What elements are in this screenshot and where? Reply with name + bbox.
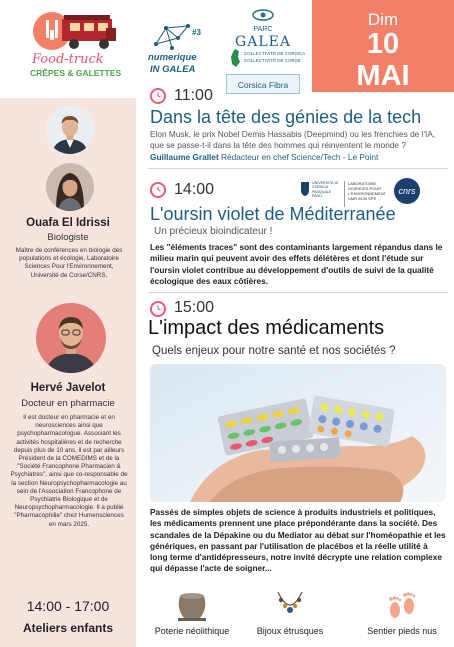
speaker-role: Docteur en pharmacie — [21, 398, 115, 409]
date-month: MAI — [356, 60, 410, 92]
avatar-herve — [36, 303, 106, 373]
talk-time: 11:00 — [174, 87, 213, 104]
cdc-line1: COLLECTIVITÉ DE CORSICA — [244, 51, 306, 56]
foodtruck-title: Food-truck — [32, 52, 104, 67]
date-box — [312, 0, 454, 92]
lab-line1: LABORATOIRE — [348, 181, 377, 186]
corsica-fibra-logo — [226, 74, 300, 94]
lab-line3: L'ENVIRONNEMENT — [348, 191, 387, 196]
person-photo-icon — [46, 106, 94, 154]
eye-logo-icon — [251, 9, 275, 21]
talk-time: 14:00 — [174, 181, 215, 198]
necklace-icon — [270, 588, 310, 622]
galea-label: GALEA — [235, 34, 291, 50]
talk-description: Elon Musk, le prix Nobel Demis Hassabis (Deepmind) ou les frenchies de l'IA, que se passe-t-il dans la tête des hommes qui réinventent le monde ? — [150, 129, 436, 151]
parc-label: PARC — [253, 26, 273, 33]
talk-title: L'oursin violet de Méditerranée — [150, 204, 396, 224]
speaker-role: Biologiste — [47, 232, 89, 243]
lab-line2: SCIENCES POUR — [348, 186, 382, 191]
cnrs-logo — [394, 178, 420, 204]
university-corsica-logo — [300, 179, 340, 203]
cnrs-label: cnrs — [398, 186, 416, 196]
network-icon — [152, 24, 192, 50]
numerique-line2: IN GALEA — [150, 64, 196, 75]
lab-line4: UMR 6134 SPE — [348, 196, 377, 201]
divider — [148, 292, 448, 293]
talk-time: 15:00 — [174, 299, 215, 316]
clock-icon — [150, 88, 166, 104]
numerique-line1: numerique — [148, 52, 197, 63]
speaker-bio: Il est docteur en pharmacie et en neurosciences ainsi que psychopharmacologue. Associant les activités hospitalières et de recherche depuis plus de 10 ans, il est par ailleurs Président de la COMEDIMS et de la "Société Francophone Pharmacien & Psychiatres", ainsi que co-responsable de la section Neuropsychopharmacologie au sein de l'Association Francophone de Psychiatrie Biologique et de Neuropsychopharmacologie. Il a publié "Pharmacophilie" chez Humensciences en mars 2025. — [10, 414, 128, 528]
corsica-fibra-label: Corsica Fibra — [237, 80, 289, 90]
university-label: UNIVERSITÀ DI CORSICA PASQUALE PAOLI — [312, 181, 339, 199]
numerique-number: #3 — [192, 28, 201, 37]
activity-label: Poterie néolithique — [154, 626, 230, 636]
activity-jewelry — [244, 588, 336, 638]
activity-label: Sentier pieds nus — [367, 626, 437, 636]
cdc-line2: COLLECTIVITÉ DE CORSE — [244, 58, 301, 63]
talk-subtitle: Quels enjeux pour notre santé et nos sociétés ? — [152, 345, 396, 357]
talk-title: Dans la tête des génies de la tech — [150, 107, 422, 127]
avatar-ouafa — [46, 163, 94, 211]
food-truck-logo — [26, 6, 122, 80]
activity-pottery — [146, 588, 238, 638]
talk-description: Les "éléments traces" sont des contaminants largement répandus dans le milieu marin qui peuvent avoir des effets délétères et dont l'étude sur l'oursin violet contribue au développement d'outils de suivi de la qualité écologique des eaux côtières. — [150, 242, 443, 286]
pottery-icon — [172, 588, 212, 622]
food-truck-icon — [26, 6, 122, 56]
activity-label: Bijoux étrusques — [256, 626, 324, 636]
talk-speaker-name: Guillaume Grallet — [150, 152, 219, 162]
collectivite-corse-logo — [224, 48, 308, 70]
date-number: 10 — [366, 28, 400, 60]
workshops-time: 14:00 - 17:00 — [26, 598, 110, 614]
speaker-name: Ouafa El Idrissi — [26, 217, 110, 229]
talk-subtitle: Un précieux bioindicateur ! — [154, 226, 273, 237]
header — [0, 0, 454, 96]
divider — [148, 168, 448, 169]
person-photo-icon — [36, 303, 106, 373]
clock-icon — [150, 301, 166, 317]
activity-barefoot — [354, 588, 450, 638]
speaker-name: Hervé Javelot — [30, 382, 106, 394]
corsica-map-icon — [228, 48, 242, 68]
talk-title: L'impact des médicaments — [148, 317, 385, 339]
shield-logo-icon — [300, 181, 310, 197]
talk-speaker — [150, 152, 450, 163]
foodtruck-subtitle: CRÊPES & GALETTES — [30, 68, 122, 78]
workshops-title: Ateliers enfants — [22, 621, 114, 635]
person-photo-icon — [46, 163, 94, 211]
numerique-in-galea-logo — [148, 22, 210, 80]
talk-description: Passés de simples objets de science à produits industriels et politiques, les médicaments prennent une place prépondérante dans la société. Des scandales de la Dépakine ou du Mediator au débat sur l'homéopathie et les génériques, en passant par l'utilisation de placébos et la réelle utilité à long terme d'antidépresseurs, notre invité décrypte une relation complexe qui dépasse l'acte de soigner... — [150, 507, 446, 574]
avatar-guillaume — [46, 106, 94, 154]
clock-icon — [150, 182, 166, 198]
pills-in-hands-icon — [150, 364, 446, 502]
parc-galea-logo — [222, 8, 304, 50]
medicine-hands-image — [150, 364, 446, 502]
footprints-icon — [382, 588, 422, 622]
date-day: Dim — [367, 10, 399, 29]
talk-speaker-role: Rédacteur en chef Science/Tech - Le Point — [221, 152, 379, 162]
speaker-bio: Maître de conférences en biologie des populations et écologie, Laboratoire Sciences Pour l'Environnement, Université de Corse/CNRS. — [15, 247, 123, 279]
